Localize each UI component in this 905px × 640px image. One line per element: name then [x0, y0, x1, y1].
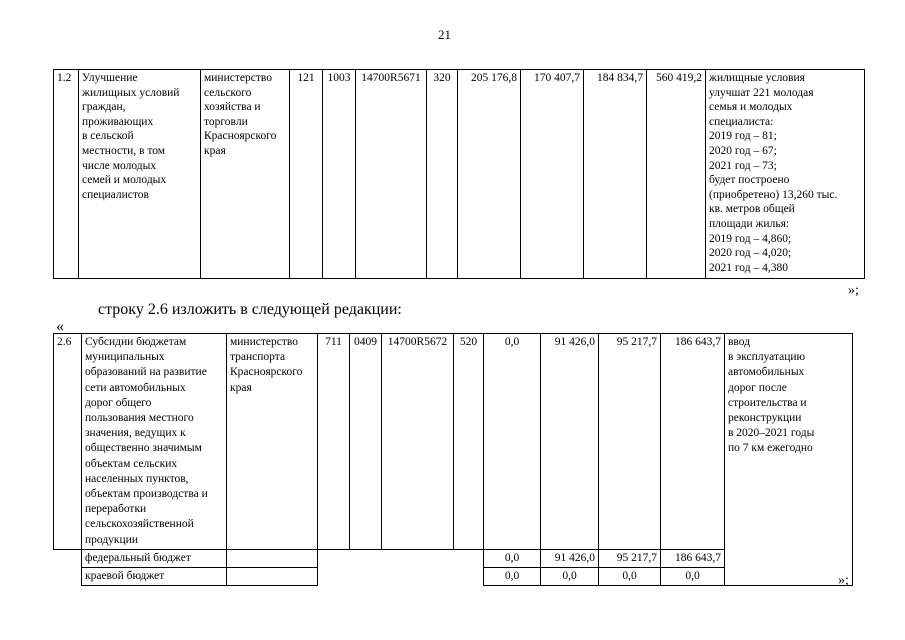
- table-row-1-2: [53, 69, 865, 279]
- executor: министерство транспорта Красноярского края: [227, 334, 318, 550]
- amount-total: 186 643,7: [661, 334, 725, 550]
- grbs-code: 121: [290, 70, 323, 279]
- closing-quote-2: »;: [838, 573, 849, 588]
- regional-2019: 0,0: [484, 568, 541, 586]
- page-number: 21: [438, 27, 451, 42]
- rzpr-code: 1003: [323, 70, 356, 279]
- federal-2020: 91 426,0: [541, 549, 599, 567]
- vr-code: 520: [454, 334, 484, 550]
- measure-name: Улучшение жилищных условий граждан, проживающих в сельской местности, в том числе молодых семей и молодых специалистов: [79, 70, 201, 279]
- table-row-2-6: [53, 333, 853, 586]
- row-number: 1.2: [54, 70, 79, 279]
- grbs-code: 711: [318, 334, 350, 550]
- csr-code: 14700R5672: [382, 334, 454, 550]
- closing-quote: »;: [848, 283, 859, 298]
- federal-2021: 95 217,7: [599, 549, 661, 567]
- amount-2020: 170 407,7: [521, 70, 584, 279]
- csr-code: 14700R5671: [356, 70, 427, 279]
- expected-result: ввод в эксплуатацию автомобильных дорог после строительства и реконструкции в 2020–2021 годы по 7 км ежегодно: [725, 334, 853, 586]
- amount-total: 560 419,2: [647, 70, 706, 279]
- federal-budget-label: федеральный бюджет: [82, 549, 227, 567]
- amount-2021: 184 834,7: [584, 70, 647, 279]
- regional-budget-label: краевой бюджет: [82, 568, 227, 586]
- executor: министерство сельского хозяйства и торговли Красноярского края: [201, 70, 290, 279]
- instruction-heading: строку 2.6 изложить в следующей редакции:: [98, 301, 402, 318]
- row-number: 2.6: [54, 334, 82, 550]
- amount-2020: 91 426,0: [541, 334, 599, 550]
- regional-2020: 0,0: [541, 568, 599, 586]
- amount-2019: 0,0: [484, 334, 541, 550]
- vr-code: 320: [427, 70, 458, 279]
- amount-2019: 205 176,8: [458, 70, 521, 279]
- rzpr-code: 0409: [350, 334, 382, 550]
- regional-total: 0,0: [661, 568, 725, 586]
- regional-2021: 0,0: [599, 568, 661, 586]
- amount-2021: 95 217,7: [599, 334, 661, 550]
- measure-name: Субсидии бюджетам муниципальных образований на развитие сети автомобильных дорог общего пользования местного значения, ведущих к общественно значимым объектам сельских населенных пунктов, объектам производства и переработки сельскохозяйственной продукции: [82, 334, 227, 550]
- federal-total: 186 643,7: [661, 549, 725, 567]
- opening-quote: «: [56, 318, 64, 335]
- expected-result: жилищные условия улучшат 221 молодая семья и молодых специалиста: 2019 год – 81; 2020 год – 67; 2021 год – 73; будет построено (приобретено) 13,260 тыс. кв. метров общей площади жилья: 2019 год – 4,860; 2020 год – 4,020; 2021 год – 4,380: [706, 70, 865, 279]
- federal-2019: 0,0: [484, 549, 541, 567]
